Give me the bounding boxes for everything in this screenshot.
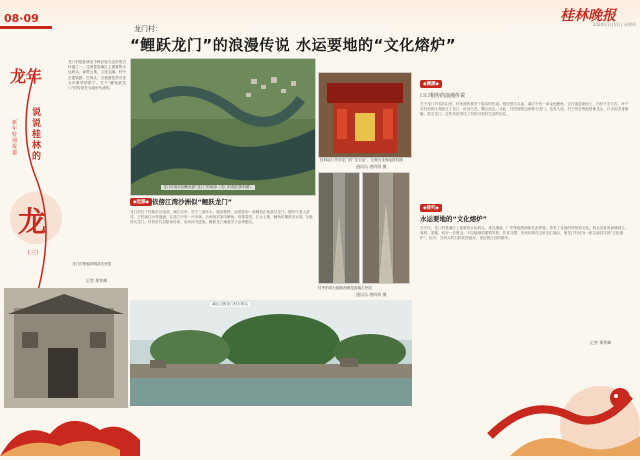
section-explore-tag: ◆探究◆ bbox=[420, 204, 442, 212]
river-photo-art bbox=[130, 300, 412, 406]
alley-photo-credit: 通讯员 唐四海 摄 bbox=[356, 292, 387, 297]
temple-photo-art bbox=[319, 73, 411, 157]
section-tradition-tag: ◆溯源◆ bbox=[420, 80, 442, 88]
page-number: 08·09 bbox=[4, 12, 39, 25]
alley-photo-1 bbox=[318, 172, 360, 284]
intro-text: 龙门村是桂林至今保存较为完好的古村落之一。这里曾是漓江上重要的水运码头，商贾云集，文化交融。村中古建筑群、古码头、古巷道依然可见当年繁华的影子。关于“鲤鱼跃龙门”的传说在当地世代流传。 bbox=[68, 60, 126, 91]
cloud-decoration bbox=[0, 400, 140, 456]
section-tradition-title: 口口相传的浪漫传说 bbox=[420, 93, 466, 99]
cloud-art bbox=[0, 400, 140, 456]
dragon-art bbox=[470, 356, 640, 456]
section-tradition bbox=[420, 80, 632, 200]
temple-photo-caption: 桂林南门外的龙门村“龙王庙”，左侧为龙脊庙资料图 bbox=[320, 158, 403, 162]
aerial-photo-caption: 龙门村南有如鲤鱼跃“龙门”的地形（龙门村航拍资料图） bbox=[163, 185, 253, 189]
section-explore-title: 水运要地的“文化熔炉” bbox=[420, 215, 488, 223]
temple-photo bbox=[318, 72, 412, 158]
old-house-author: 记者 郑铁峰 bbox=[86, 278, 108, 283]
alley-photo-2-art bbox=[363, 173, 409, 283]
section-origin-text: 龙门村位于桂林市区南部，漓江东岸。村子三面环水，地形独特，远看犹如一条鲤鱼正欲跃过龙门。据村中老人讲述，古时漓江水势汹涌，江湾之中有一片沙洲，沙洲形状如同鲤鱼。每逢春汛，江水上涨，鲤鱼仿佛跃出水面，因此得名龙门。村民世代以耕读传家，崇尚读书进取，鲤跃龙门寓意学子金榜题名。 bbox=[130, 210, 314, 224]
river-photo-caption: 漓江边的龙门村古码头 bbox=[212, 302, 248, 306]
section-explore bbox=[420, 204, 632, 354]
alley-photo-2 bbox=[362, 172, 410, 284]
series-subtitle: 新年特别报道 bbox=[12, 120, 18, 156]
old-house-caption: 龙门村保留的明清古民居 bbox=[72, 262, 112, 266]
section-origin bbox=[130, 198, 314, 298]
series-title-line2: 说说桂林的 bbox=[32, 108, 42, 162]
page-headline: “鲤跃龙门”的浪漫传说 水运要地的“文化熔炉” bbox=[130, 36, 457, 54]
series-banner bbox=[6, 48, 66, 308]
alley-photo-1-art bbox=[319, 173, 359, 283]
page-header-bar bbox=[0, 0, 640, 30]
issue-date: 2024年1月11日 星期四 bbox=[592, 22, 636, 27]
headline-kicker: 龙门村： bbox=[134, 25, 162, 33]
section-explore-author: 记者 郑铁峰 bbox=[590, 340, 612, 345]
section-explore-text: 在古代，龙门村是漓江上重要的水运码头。来自湖南、广东等地的商船在此停靠，带来了各地的货物和文化。码头边曾有商铺林立，客栈、茶楼、戏台一应俱全。不同地域的建筑风格、饮食习惯、民间信仰在这里交汇融合，使龙门村成为一座名副其实的“文化熔炉”。如今，古码头的石阶依然留存，见证着往昔的繁华。 bbox=[420, 226, 629, 240]
old-house-photo-art bbox=[4, 288, 128, 408]
series-issue: （三） bbox=[24, 250, 43, 257]
series-banner-art bbox=[6, 48, 66, 308]
newspaper-masthead: 桂林晚报 bbox=[560, 8, 616, 24]
aerial-photo-art bbox=[131, 59, 315, 195]
old-house-photo bbox=[4, 288, 128, 408]
aerial-photo bbox=[130, 58, 316, 196]
temple-photo-credit: 通讯员 唐四海 摄 bbox=[356, 164, 387, 169]
dragon-decoration bbox=[470, 356, 640, 456]
section-tradition-text: 关于龙门村名的由来，村里流传着多个版本的传说。相传很久以前，漓江中有一条金色鲤鱼，它日夜逆流而上，历经千辛万苦，终于在村前的江湾跃过了龙门，化身为龙，腾云而去。从此，村民便将这里称为龙门。也有人说，村子所在的地势像龙头，江水如龙身蜿蜒，故名龙门。这些传说寄托了村民对美好生活的向往。 bbox=[420, 102, 629, 116]
section-origin-tag: ◆起源◆ bbox=[130, 198, 152, 206]
series-dragon-character: 龙 bbox=[18, 205, 47, 238]
page-number-underline bbox=[0, 26, 52, 29]
series-title-line1: 龙年 bbox=[10, 67, 43, 86]
river-photo bbox=[130, 300, 412, 406]
section-origin-title: 依傍江湾沙洲似“鲤跃龙门” bbox=[152, 198, 233, 206]
alley-photo-caption: 村中的青石板路两侧是高墙古民居 bbox=[318, 286, 372, 290]
